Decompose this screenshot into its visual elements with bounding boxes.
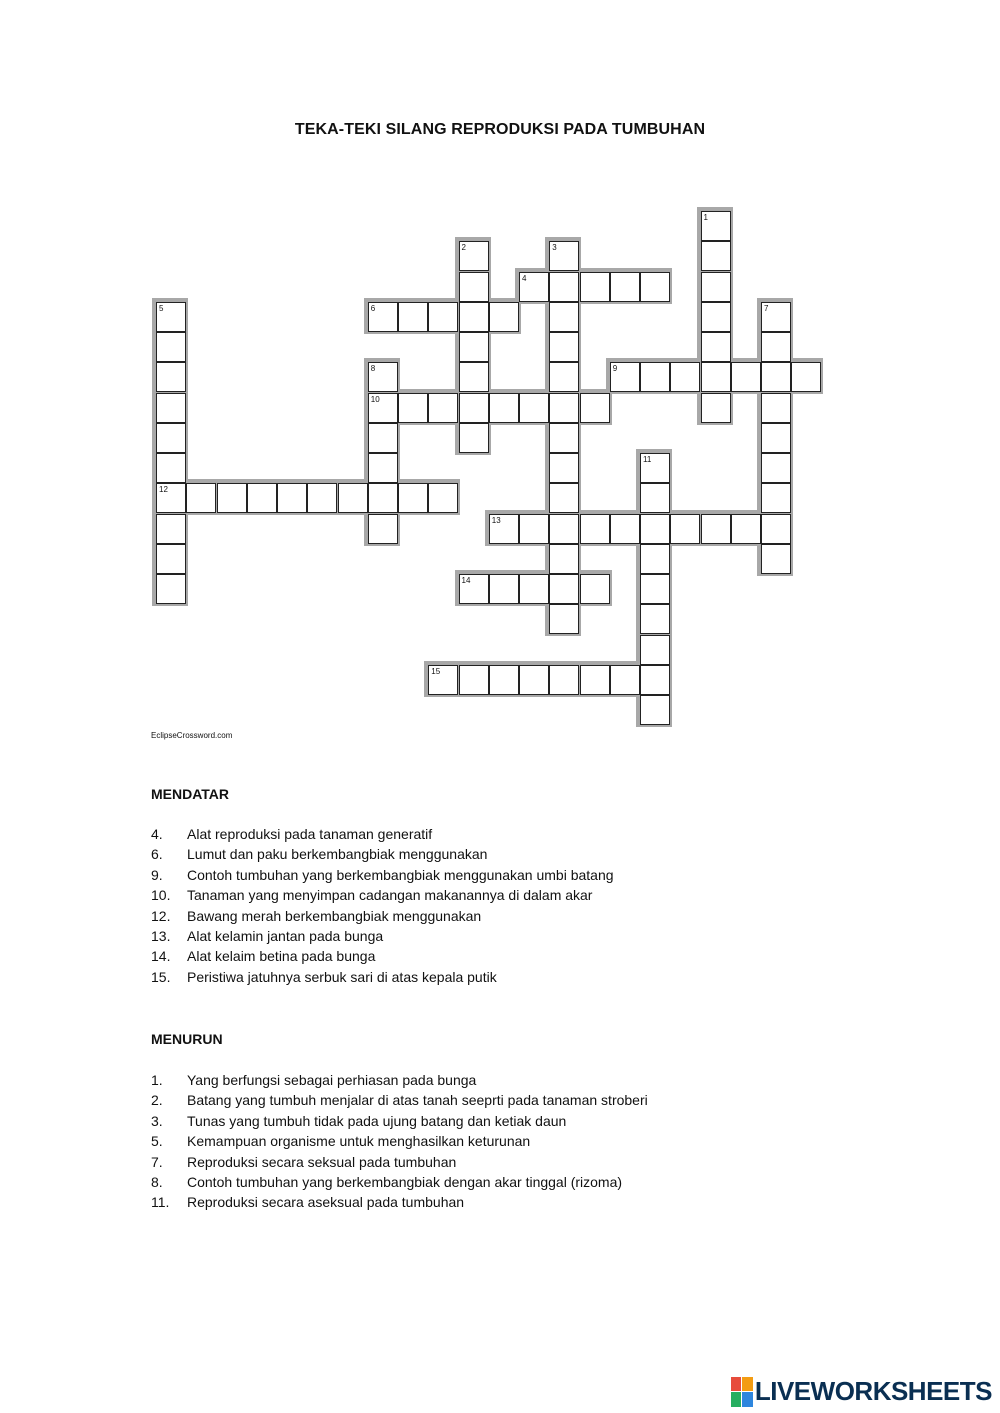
logo-block	[742, 1392, 753, 1407]
clue-number: 9	[612, 364, 618, 374]
clue-number: 2.	[151, 1092, 163, 1109]
crossword-cell[interactable]	[640, 604, 670, 634]
crossword-cell[interactable]	[459, 241, 489, 271]
crossword-cell[interactable]	[459, 423, 489, 453]
crossword-cell[interactable]	[640, 453, 670, 483]
crossword-cell[interactable]	[428, 665, 458, 695]
clue-text: Alat kelaim betina pada bunga	[187, 948, 376, 965]
down-heading: MENURUN	[151, 1031, 223, 1047]
clue-text: Alat kelamin jantan pada bunga	[187, 928, 384, 945]
crossword-cell[interactable]	[398, 483, 428, 513]
down-clue	[151, 1152, 648, 1172]
clue-number: 3	[552, 243, 557, 253]
crossword-cell[interactable]	[338, 483, 368, 513]
clue-text: Kemampuan organisme untuk menghasilkan keturunan	[187, 1133, 531, 1150]
crossword-cell[interactable]	[549, 362, 579, 392]
crossword-cell[interactable]	[640, 362, 670, 392]
crossword-cell[interactable]	[701, 302, 731, 332]
crossword-cell[interactable]	[519, 665, 549, 695]
across-clue	[151, 906, 614, 926]
clue-number: 4.	[151, 826, 163, 842]
crossword-cell[interactable]	[580, 272, 610, 302]
clue-number: 14	[461, 576, 471, 585]
clue-number: 8.	[151, 1174, 163, 1191]
crossword-cell[interactable]	[640, 665, 670, 695]
crossword-cell[interactable]	[549, 393, 579, 423]
crossword-cell[interactable]	[761, 423, 791, 453]
crossword-cell[interactable]	[277, 483, 307, 513]
clue-number: 7	[764, 303, 769, 313]
clue-text: Peristiwa jatuhnya serbuk sari di atas kepala putik	[187, 968, 497, 985]
clue-text: Yang berfungsi sebagai perhiasan pada bunga	[187, 1072, 477, 1088]
crossword-cell[interactable]	[156, 453, 186, 483]
crossword-cell[interactable]	[791, 362, 821, 392]
clue-number: 13	[491, 515, 501, 525]
crossword-cell[interactable]	[489, 574, 519, 604]
logo-block	[731, 1377, 742, 1392]
crossword-cell[interactable]	[761, 362, 791, 392]
crossword-cell[interactable]	[186, 483, 216, 513]
crossword-cell[interactable]	[459, 332, 489, 362]
clue-text: Alat reproduksi pada tanaman generatif	[187, 826, 433, 842]
clue-text: Contoh tumbuhan yang berkembangbiak dengan akar tinggal (rizoma)	[187, 1174, 623, 1191]
down-clue	[151, 1172, 648, 1192]
crossword-cell[interactable]	[156, 514, 186, 544]
crossword-cell[interactable]	[368, 393, 398, 423]
crossword-cell[interactable]	[761, 332, 791, 362]
clue-text: Contoh tumbuhan yang berkembangbiak menggunakan umbi batang	[187, 866, 614, 883]
crossword-cell[interactable]	[640, 574, 670, 604]
clue-number: 11	[643, 455, 652, 464]
crossword-cell[interactable]	[368, 453, 398, 483]
across-clue	[151, 967, 614, 987]
crossword-cell[interactable]	[731, 514, 761, 544]
crossword-cell[interactable]	[549, 272, 579, 302]
across-clue	[151, 946, 614, 966]
brand-footer	[731, 1376, 992, 1407]
across-clue	[151, 885, 614, 905]
crossword-cell[interactable]	[156, 332, 186, 362]
crossword-cell[interactable]	[761, 544, 791, 574]
crossword-cell[interactable]	[549, 665, 579, 695]
crossword-cell[interactable]	[701, 211, 731, 241]
down-clue-list	[151, 1070, 648, 1213]
crossword-cell[interactable]	[701, 393, 731, 423]
crossword-cell[interactable]	[640, 272, 670, 302]
crossword-cell[interactable]	[368, 423, 398, 453]
crossword-cell[interactable]	[156, 544, 186, 574]
crossword-cell[interactable]	[701, 272, 731, 302]
clue-text: Bawang merah berkembangbiak menggunakan	[187, 907, 482, 924]
crossword-cell[interactable]	[670, 362, 700, 392]
crossword-cell[interactable]	[519, 272, 549, 302]
crossword-cell[interactable]	[519, 393, 549, 423]
crossword-cell[interactable]	[640, 544, 670, 574]
clue-number: 2	[461, 243, 466, 253]
down-clue	[151, 1070, 648, 1090]
clue-number: 15.	[151, 968, 171, 985]
crossword-cell[interactable]	[701, 362, 731, 392]
crossword-cell[interactable]	[701, 241, 731, 271]
crossword-cell[interactable]	[398, 393, 428, 423]
across-heading: MENDATAR	[151, 786, 230, 802]
crossword-cell[interactable]	[428, 393, 458, 423]
crossword-cell[interactable]	[610, 272, 640, 302]
crossword-cell[interactable]	[459, 665, 489, 695]
across-clue	[151, 926, 614, 946]
logo-block	[731, 1392, 742, 1407]
credit-text: EclipseCrossword.com	[151, 731, 233, 740]
crossword-cell[interactable]	[459, 272, 489, 302]
crossword-cell[interactable]	[217, 483, 247, 513]
down-clue	[151, 1111, 648, 1131]
crossword-cell[interactable]	[610, 514, 640, 544]
crossword-cell[interactable]	[398, 302, 428, 332]
crossword-cell[interactable]	[701, 514, 731, 544]
crossword-cell[interactable]	[761, 393, 791, 423]
crossword-cell[interactable]	[156, 574, 186, 604]
crossword-cell[interactable]	[761, 514, 791, 544]
across-clue	[151, 824, 614, 844]
clue-number: 5	[159, 303, 164, 313]
crossword-cell[interactable]	[549, 574, 579, 604]
clue-text: Reproduksi secara aseksual pada tumbuhan	[187, 1194, 465, 1211]
clue-number: 10.	[151, 887, 171, 904]
down-clue	[151, 1192, 648, 1212]
logo-block	[742, 1377, 753, 1392]
clue-text: Tunas yang tumbuh tidak pada ujung batang dan ketiak daun	[187, 1112, 567, 1129]
crossword-cell[interactable]	[459, 393, 489, 423]
crossword-cell[interactable]	[640, 635, 670, 665]
crossword-cell[interactable]	[640, 483, 670, 513]
crossword-cell[interactable]	[156, 483, 186, 513]
clue-number: 14.	[151, 948, 171, 965]
crossword-cell[interactable]	[428, 483, 458, 513]
clue-number: 13.	[151, 928, 171, 945]
crossword-cell[interactable]	[580, 514, 610, 544]
crossword-cell[interactable]	[549, 604, 579, 634]
crossword-cell[interactable]	[489, 302, 519, 332]
crossword-cell[interactable]	[610, 665, 640, 695]
crossword-cell[interactable]	[489, 514, 519, 544]
crossword-cell[interactable]	[549, 514, 579, 544]
clue-number: 1	[703, 213, 708, 222]
crossword-cell[interactable]	[368, 302, 398, 332]
crossword-cell[interactable]	[701, 332, 731, 362]
crossword-cell[interactable]	[580, 393, 610, 423]
crossword-cell[interactable]	[459, 302, 489, 332]
crossword-cell[interactable]	[549, 544, 579, 574]
crossword-cell[interactable]	[156, 393, 186, 423]
crossword-cell[interactable]	[580, 574, 610, 604]
crossword-cell[interactable]	[549, 423, 579, 453]
crossword-cell[interactable]	[247, 483, 277, 513]
clue-number: 9.	[151, 866, 163, 883]
crossword-cell[interactable]	[519, 574, 549, 604]
crossword-cell[interactable]	[580, 665, 610, 695]
crossword-cell[interactable]	[368, 483, 398, 513]
crossword-cell[interactable]	[156, 423, 186, 453]
across-clue-list	[151, 824, 614, 987]
clue-text: Reproduksi secara seksual pada tumbuhan	[187, 1153, 457, 1170]
clue-number: 1.	[151, 1072, 163, 1088]
crossword-cell[interactable]	[610, 362, 640, 392]
clue-number: 12.	[151, 907, 171, 924]
crossword-cell[interactable]	[549, 453, 579, 483]
crossword-cell[interactable]	[761, 483, 791, 513]
crossword-cell[interactable]	[519, 514, 549, 544]
across-clue	[151, 865, 614, 885]
crossword-cell[interactable]	[307, 483, 337, 513]
clue-text: Batang yang tumbuh menjalar di atas tanah seeprti pada tanaman stroberi	[187, 1092, 648, 1109]
crossword-cell[interactable]	[670, 514, 700, 544]
page-title: TEKA-TEKI SILANG REPRODUKSI PADA TUMBUHAN	[294, 121, 706, 138]
down-clue	[151, 1090, 648, 1110]
clue-number: 6	[370, 303, 376, 313]
crossword-cell[interactable]	[459, 574, 489, 604]
crossword-cell[interactable]	[489, 393, 519, 423]
clue-number: 10	[370, 394, 380, 404]
clue-number: 12	[159, 485, 168, 495]
crossword-cell[interactable]	[368, 362, 398, 392]
crossword-cell[interactable]	[549, 241, 579, 271]
crossword-cell[interactable]	[761, 302, 791, 332]
crossword-cell[interactable]	[489, 665, 519, 695]
brand-name: LIVEWORKSHEETS	[754, 1376, 992, 1406]
brand-logo-icon	[731, 1377, 753, 1407]
clue-number: 3.	[151, 1112, 163, 1129]
crossword-cell[interactable]	[549, 332, 579, 362]
crossword-cell[interactable]	[156, 362, 186, 392]
clue-text: Tanaman yang menyimpan cadangan makanannya di dalam akar	[187, 887, 593, 904]
crossword-cell[interactable]	[731, 362, 761, 392]
crossword-cell[interactable]	[640, 514, 670, 544]
crossword-cell[interactable]	[640, 695, 670, 725]
clue-number: 6.	[151, 846, 163, 863]
clue-number: 5.	[151, 1133, 163, 1150]
clue-text: Lumut dan paku berkembangbiak menggunakan	[187, 846, 488, 863]
clue-number: 11.	[151, 1194, 170, 1211]
crossword-cell[interactable]	[368, 514, 398, 544]
crossword-cell[interactable]	[549, 302, 579, 332]
crossword-cell[interactable]	[549, 483, 579, 513]
down-clue	[151, 1131, 648, 1151]
crossword-cell[interactable]	[459, 362, 489, 392]
crossword-cell[interactable]	[156, 302, 186, 332]
clue-number: 7.	[151, 1153, 163, 1170]
clue-number: 15	[431, 666, 441, 676]
crossword-cell[interactable]	[761, 453, 791, 483]
across-clue	[151, 844, 614, 864]
clue-number: 4	[522, 273, 527, 283]
clue-number: 8	[370, 364, 376, 374]
crossword-cell[interactable]	[428, 302, 458, 332]
